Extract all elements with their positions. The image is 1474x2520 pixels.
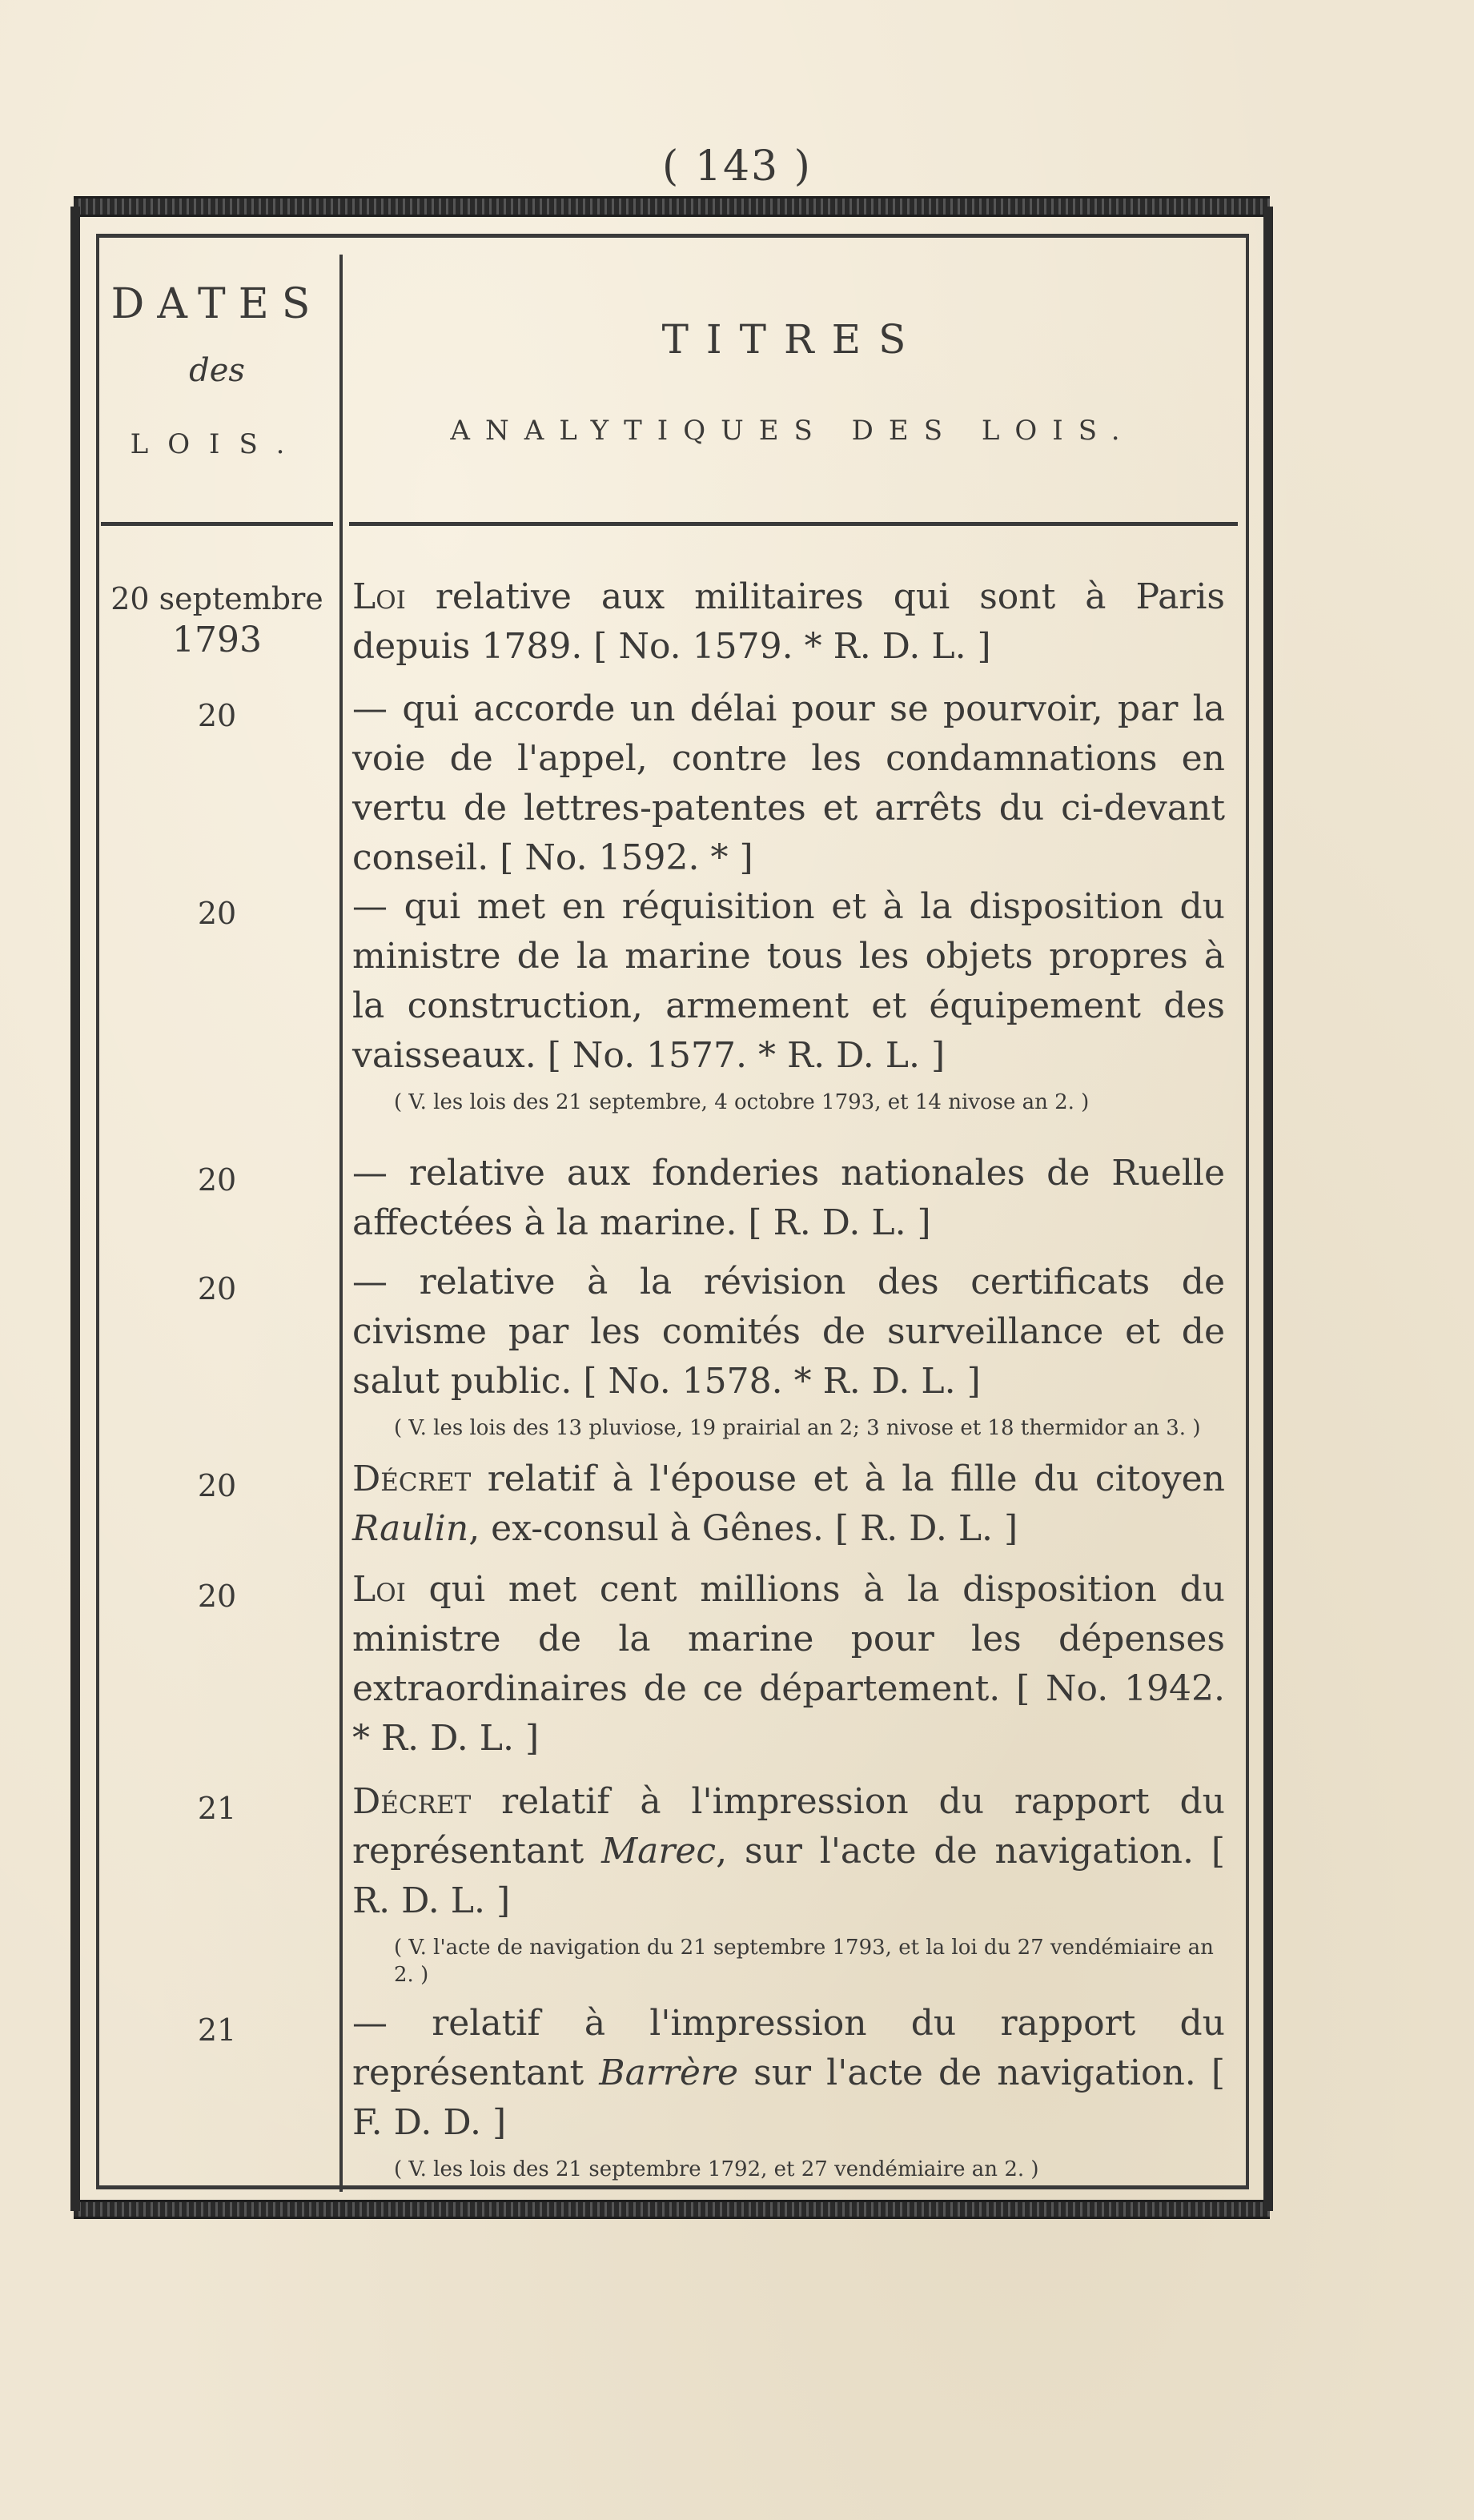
entry-7 (352, 1565, 1225, 1764)
header-des: des (189, 352, 245, 389)
header-analytiques: ANALYTIQUES DES LOIS. (450, 415, 1135, 447)
entry-note: ( V. les lois des 13 pluviose, 19 prairial an 2; 3 nivose et 18 thermidor an 3. ) (394, 1416, 1201, 1440)
entry-person-name: Marec (601, 1831, 717, 1872)
entry-note: ( V. les lois des 21 septembre, 4 octobre 1793, et 14 nivose an 2. ) (394, 1090, 1090, 1114)
entry-date: 20 (197, 1468, 237, 1503)
entry-1 (352, 572, 1225, 672)
entry-8 (352, 1777, 1225, 1988)
entry-text (352, 1565, 1225, 1764)
entry-text (352, 1777, 1225, 1926)
entry-text: — qui met en réquisition et à la disposition du ministre de la marine tous les objets propres à la construction, armement et équipement des vaisseaux. [ No. 1577. * R. D. L. ] (352, 886, 1225, 1076)
frame-right-border (1263, 207, 1273, 2211)
entry-body: relative aux militaires qui sont à Paris depuis 1789. [ No. 1579. * R. D. L. ] (352, 576, 1225, 667)
entry-date-year: 1793 (172, 620, 262, 660)
entry-date: 21 (197, 1791, 237, 1826)
column-divider (339, 255, 343, 2192)
entry-body-end: sur l'acte de navigation. [ F. D. D. ] (352, 2053, 1226, 2143)
inner-top-rule (96, 234, 1249, 238)
entry-date: 20 (197, 896, 237, 931)
entry-text (352, 1999, 1225, 2148)
entry-date-day: 20 septembre (110, 581, 323, 616)
entry-person-name: Raulin (352, 1508, 469, 1549)
inner-bottom-rule (96, 2185, 1249, 2189)
entry-body: relatif à l'épouse et à la fille du citoyen (471, 1459, 1225, 1499)
inner-left-rule (96, 237, 99, 2187)
entry-text (352, 572, 1225, 672)
entry-text: — relative aux fonderies nationales de Ruelle affectées à la marine. [ R. D. L. ] (352, 1153, 1225, 1243)
entry-4 (352, 1149, 1225, 1248)
entry-6 (352, 1455, 1225, 1554)
frame-top-border (74, 196, 1270, 217)
header-rule-dates (101, 522, 333, 526)
entry-note: ( V. l'acte de navigation du 21 septembre 1793, et la loi du 27 vendémiaire an 2. ) (394, 1936, 1214, 1987)
header-titres: TITRES (661, 316, 924, 363)
entry-body-end: , ex-consul à Gênes. [ R. D. L. ] (468, 1508, 1018, 1549)
entry-body: qui met cent millions à la disposition du ministre de la marine pour les dépenses extraordinaires de ce département. [ No. 1942. * R. D. L. ] (352, 1569, 1225, 1759)
header-rule-titles (349, 522, 1238, 526)
entry-lead: Loi (352, 1569, 406, 1610)
entry-text (352, 1455, 1225, 1554)
entry-text: — qui accorde un délai pour se pourvoir, par la voie de l'appel, contre les condamnations en vertu de lettres-patentes et arrêts du ci-devant conseil. [ No. 1592. * ] (352, 688, 1225, 878)
entry-date (101, 578, 333, 661)
entry-date: 21 (197, 2012, 237, 2048)
entry-lead: Loi (352, 576, 406, 617)
page-number: ( 143 ) (662, 142, 812, 191)
entry-5 (352, 1258, 1225, 1442)
entry-3 (352, 882, 1225, 1116)
frame-left-border (70, 207, 80, 2211)
frame-bottom-border (74, 2200, 1270, 2219)
entry-date: 20 (197, 1271, 237, 1306)
entry-body: relatif à l'impression du rapport du représentant (352, 1781, 1225, 1872)
entry-date: 20 (197, 1579, 237, 1614)
entry-note: ( V. les lois des 21 septembre 1792, et 27 vendémiaire an 2. ) (394, 2157, 1039, 2181)
inner-right-rule (1246, 237, 1249, 2187)
entry-date: 20 (197, 698, 237, 733)
entry-text: — relative à la révision des certificats de civisme par les comités de surveillance et de salut public. [ No. 1578. * R. D. L. ] (352, 1262, 1225, 1402)
header-dates: DATES (110, 280, 323, 328)
entry-2 (352, 684, 1225, 883)
entry-date: 20 (197, 1162, 237, 1198)
entry-body: — relatif à l'impression du rapport du représentant (352, 2003, 1225, 2093)
entry-lead: Décret (352, 1459, 472, 1499)
entry-person-name: Barrère (599, 2053, 739, 2093)
entry-9 (352, 1999, 1225, 2183)
header-lois: LOIS. (130, 428, 304, 460)
entry-body-end: , sur l'acte de navigation. [ R. D. L. ] (352, 1831, 1225, 1921)
entry-lead: Décret (352, 1781, 472, 1822)
